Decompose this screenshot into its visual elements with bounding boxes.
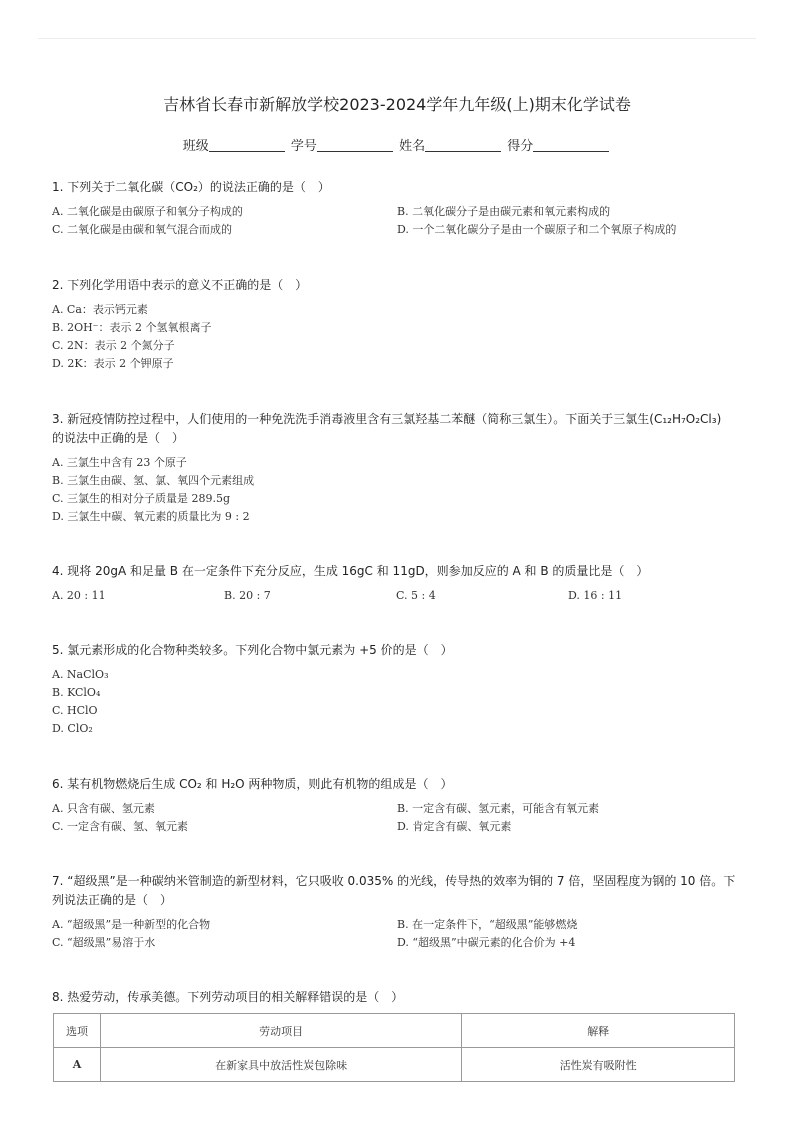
table-header-row <box>54 1014 735 1048</box>
options <box>52 301 752 373</box>
student-id-label: 学号 <box>290 139 317 154</box>
question-stem: 2. 下列化学用语中表示的意义不正确的是（ ） <box>52 278 308 292</box>
options <box>52 666 752 738</box>
question-stem-line-2: 的说法中正确的是（ ） <box>52 431 185 445</box>
option-c[interactable]: C. 二氧化碳是由碳和氧气混合而成的 <box>52 223 233 236</box>
option-d[interactable]: D. 16 : 11 <box>568 589 623 602</box>
options <box>52 203 752 239</box>
option-c[interactable]: C. 三氯生的相对分子质量是 289.5g <box>52 492 231 505</box>
labor-items-table <box>53 1013 735 1082</box>
question-7 <box>52 872 752 952</box>
option-b[interactable]: B. KClO₄ <box>52 686 101 699</box>
options <box>52 587 752 605</box>
option-b[interactable]: B. 在一定条件下，“超级黑”能够燃烧 <box>397 918 578 931</box>
name-label: 姓名 <box>399 139 426 154</box>
option-c[interactable]: C. 5 : 4 <box>396 589 436 602</box>
options <box>52 800 752 836</box>
class-blank[interactable] <box>209 139 285 152</box>
question-stem: 5. 氯元素形成的化合物种类较多。下列化合物中氯元素为 +5 价的是（ ） <box>52 643 453 657</box>
option-d[interactable]: D. 一个二氧化碳分子是由一个碳原子和二个氧原子构成的 <box>397 223 677 236</box>
table-header-labor-item: 劳动项目 <box>100 1014 461 1048</box>
option-c[interactable]: C. 一定含有碳、氢、氧元素 <box>52 820 189 833</box>
option-a[interactable]: A. NaClO₃ <box>52 668 109 681</box>
question-5 <box>52 641 752 738</box>
question-stem: 8. 热爱劳动，传承美德。下列劳动项目的相关解释错误的是（ ） <box>52 990 404 1004</box>
question-stem: 6. 某有机物燃烧后生成 CO₂ 和 H₂O 两种物质，则此有机物的组成是（ ） <box>52 777 453 791</box>
score-blank[interactable] <box>533 139 609 152</box>
option-b[interactable]: B. 20 : 7 <box>224 589 271 602</box>
table-cell-labor-item: 在新家具中放活性炭包除味 <box>100 1048 461 1082</box>
option-d[interactable]: D. 肯定含有碳、氧元素 <box>397 820 512 833</box>
option-a[interactable]: A. 20 : 11 <box>52 589 106 602</box>
question-2 <box>52 276 752 373</box>
option-b[interactable]: B. 一定含有碳、氢元素，可能含有氧元素 <box>397 802 600 815</box>
question-stem: 1. 下列关于二氧化碳（CO₂）的说法正确的是（ ） <box>52 180 330 194</box>
table-cell-explanation: 活性炭有吸附性 <box>462 1048 735 1082</box>
option-c[interactable]: C. HClO <box>52 704 98 717</box>
option-b[interactable]: B. 2OH⁻：表示 2 个氢氧根离子 <box>52 321 212 334</box>
student-id-blank[interactable] <box>317 139 393 152</box>
option-a[interactable]: A. 三氯生中含有 23 个原子 <box>52 456 187 469</box>
table-header-option: 选项 <box>54 1014 101 1048</box>
option-d[interactable]: D. “超级黑”中碳元素的化合价为 +4 <box>397 936 576 949</box>
option-a[interactable]: A. 二氧化碳是由碳原子和氧分子构成的 <box>52 205 243 218</box>
option-d[interactable]: D. 三氯生中碳、氧元素的质量比为 9 : 2 <box>52 510 250 523</box>
options <box>52 916 752 952</box>
option-a[interactable]: A. “超级黑”是一种新型的化合物 <box>52 918 211 931</box>
option-b[interactable]: B. 二氧化碳分子是由碳元素和氧元素构成的 <box>397 205 611 218</box>
question-stem-line-1: 7. “超级黑”是一种碳纳米管制造的新型材料，它只吸收 0.035% 的光线，传导热的效率为铜的 7 倍，坚固程度为钢的 10 倍。下 <box>52 874 736 888</box>
class-label: 班级 <box>182 139 209 154</box>
student-info-line <box>0 135 794 154</box>
question-1 <box>52 178 752 239</box>
table-cell-option: A <box>54 1048 101 1082</box>
question-6 <box>52 775 752 836</box>
option-c[interactable]: C. “超级黑”易溶于水 <box>52 936 156 949</box>
question-3 <box>52 410 752 526</box>
options <box>52 454 752 526</box>
name-blank[interactable] <box>425 139 501 152</box>
option-a[interactable]: A. 只含有碳、氢元素 <box>52 802 155 815</box>
question-stem-line-2: 列说法正确的是（ ） <box>52 893 173 907</box>
option-d[interactable]: D. 2K：表示 2 个钾原子 <box>52 357 174 370</box>
option-c[interactable]: C. 2N：表示 2 个氮分子 <box>52 339 175 352</box>
table-row <box>54 1048 735 1082</box>
header-divider <box>38 38 756 39</box>
option-a[interactable]: A. Ca：表示钙元素 <box>52 303 148 316</box>
question-4 <box>52 562 752 605</box>
option-b[interactable]: B. 三氯生由碳、氢、氯、氧四个元素组成 <box>52 474 255 487</box>
question-8 <box>52 988 752 1007</box>
question-stem-line-1: 3. 新冠疫情防控过程中，人们使用的一种免洗洗手消毒液里含有三氯羟基二苯醚（简称三氯生）。下面关于三氯生(C₁₂H₇O₂Cl₃) <box>52 412 722 426</box>
option-d[interactable]: D. ClO₂ <box>52 722 93 735</box>
table-header-explanation: 解释 <box>462 1014 735 1048</box>
page-title: 吉林省长春市新解放学校2023-2024学年九年级(上)期末化学试卷 <box>163 95 631 114</box>
question-stem: 4. 现将 20gA 和足量 B 在一定条件下充分反应，生成 16gC 和 11gD，则参加反应的 A 和 B 的质量比是（ ） <box>52 564 649 578</box>
score-label: 得分 <box>507 139 534 154</box>
